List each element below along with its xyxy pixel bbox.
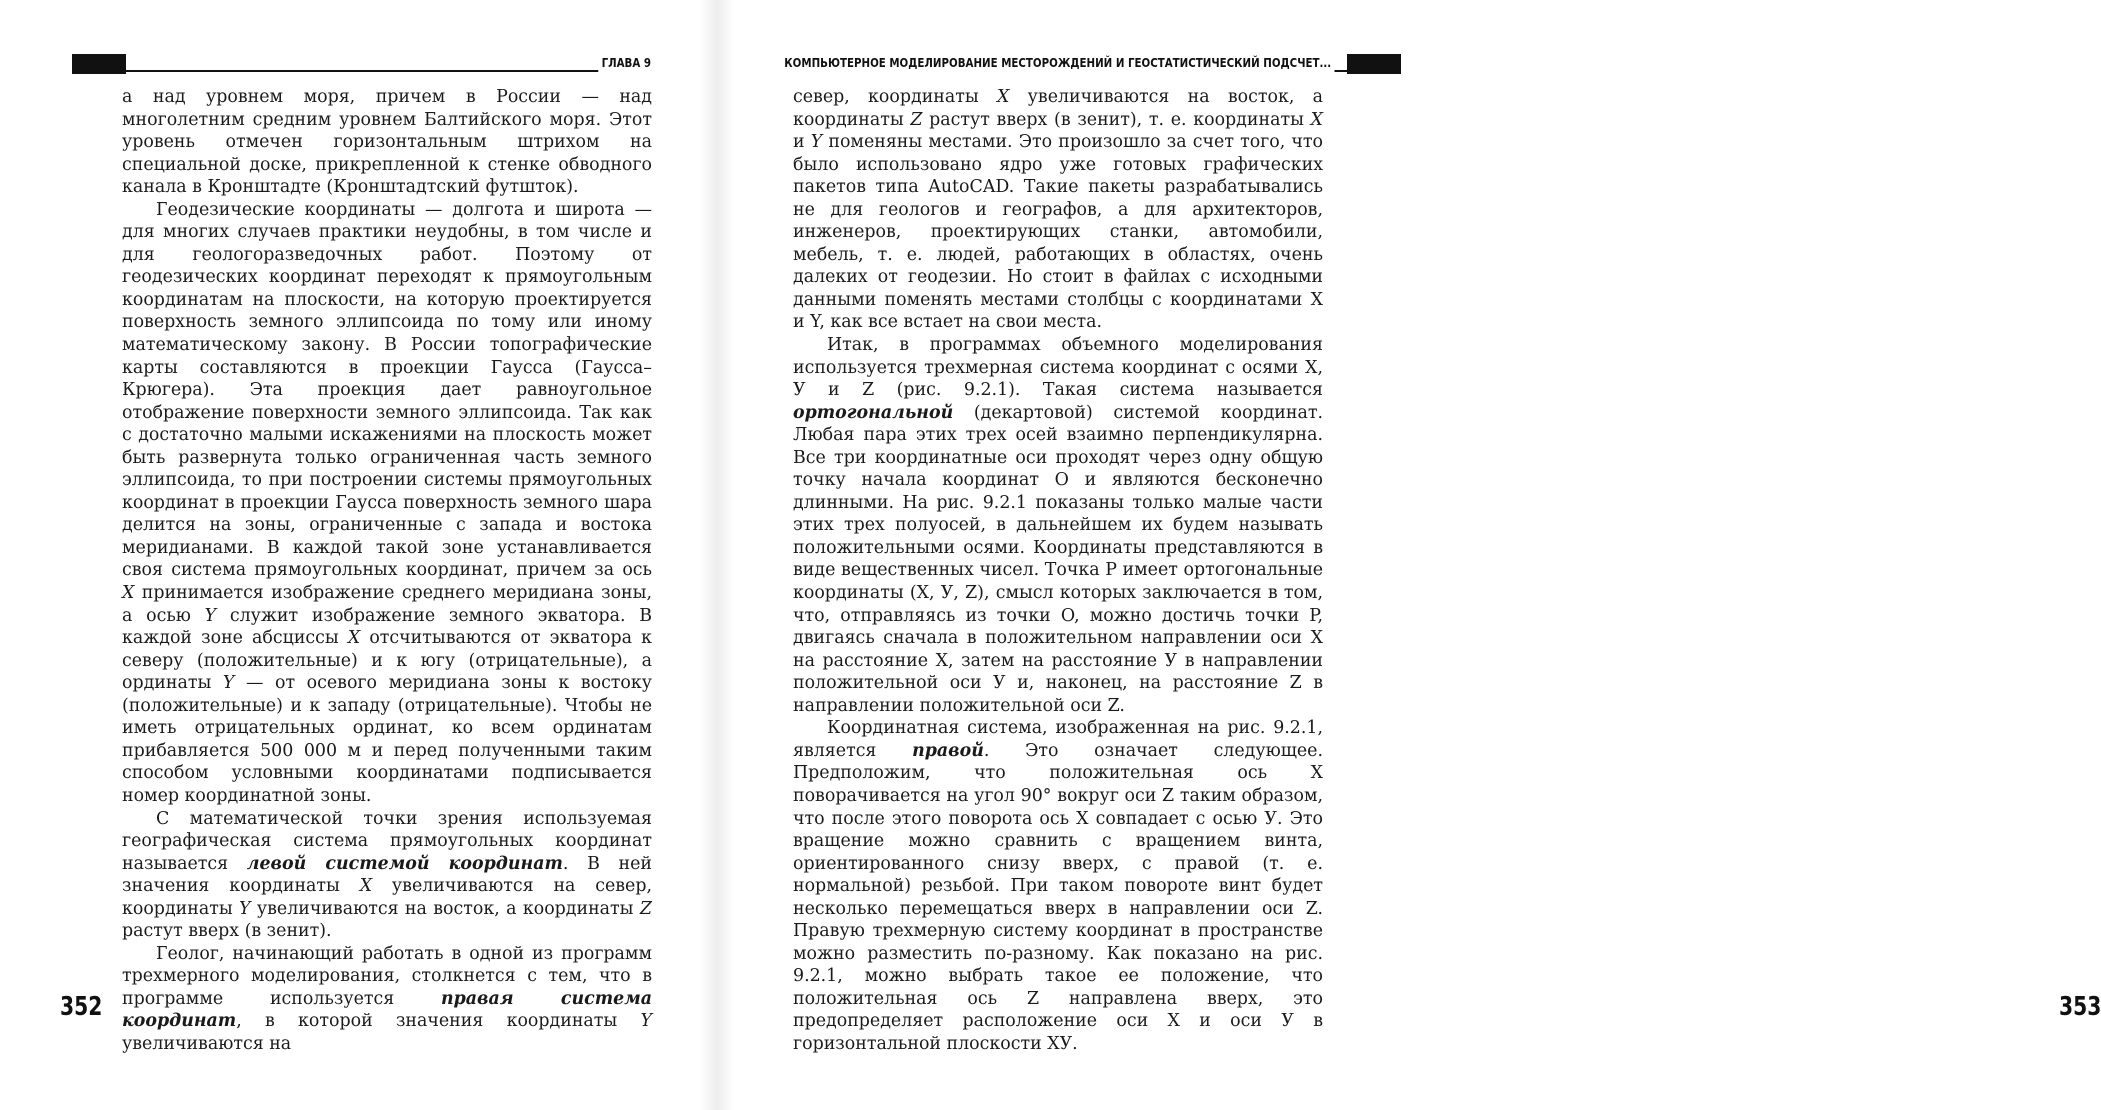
italic-variable: Y	[810, 132, 823, 153]
italic-variable: X	[122, 583, 135, 604]
text-run: увеличиваются на восток, а координаты	[250, 898, 640, 919]
header-black-block	[72, 54, 126, 74]
paragraph	[122, 808, 652, 943]
left-page-number: 352	[60, 992, 103, 1022]
paragraph	[122, 199, 652, 808]
paragraph	[793, 334, 1323, 717]
italic-variable: X	[359, 876, 373, 897]
paragraph	[122, 943, 652, 1056]
paragraph	[122, 86, 652, 199]
right-page-number: 353	[2059, 992, 2101, 1022]
text-run: север, координаты	[793, 87, 997, 107]
left-running-head-title: ГЛАВА 9	[598, 54, 654, 72]
text-run: растут вверх (в зенит), т. е. координаты	[922, 109, 1311, 130]
text-run: — от осевого меридиана зоны к востоку (положительные) и к западу (отрицательные). Чтобы не иметь отрицательных ординат, ко всем ординатам прибавляется 500 000 м и перед полученными таким способом условными координатами подписывается номер координатной зоны.	[122, 673, 652, 806]
text-run: принимается изображение среднего меридиана зоны, а осью	[122, 583, 652, 626]
text-run: Итак, в программах объемного моделирования используется трехмерная система координат с осями X, У и Z (рис. 9.2.1). Такая система называется	[793, 335, 1323, 401]
text-run: (декартовой) системой координат. Любая пара этих трех осей взаимно перпендикулярна. Все три координатные оси проходят через одну общую точку начала координат O и являются бесконечно длинными. На рис. 9.2.1 показаны только малые части этих трех полуосей, в дальнейшем их будем называть положительными осями. Координаты представляются в виде вещественных чисел. Точка P имеет ортогональные координаты (X, У, Z), смысл которых заключается в том, что, отправляясь из точки O, можно достичь точки P, двигаясь сначала в положительном направлении оси X на расстояние X, затем на расстояние У в направлении положительной оси У и, наконец, на расстояние Z в направлении положительной оси Z.	[793, 402, 1323, 716]
emphasized-term: правая система координат	[122, 988, 652, 1032]
italic-variable: X	[1310, 109, 1323, 130]
emphasized-term: правой	[912, 740, 984, 761]
right-page-body	[793, 86, 1323, 1056]
italic-variable: Y	[640, 1011, 652, 1032]
text-run: увеличиваются на север, координаты	[122, 876, 652, 919]
italic-variable: Z	[639, 898, 652, 919]
text-run: , в которой значения координаты	[236, 1011, 641, 1032]
text-run: Геолог, начинающий работать в одной из программ трехмерного моделирования, столкнется с тем, что в программе используется	[122, 943, 652, 1009]
text-run: поменяны местами. Это произошло за счет того, что было использовано ядро уже готовых графических пакетов типа AutoCAD. Такие пакеты разрабатывались не для геологов и географов, а для архитекторов, инженеров, проектирующих станки, автомобили, мебель, т. е. людей, работающих в областях, очень далеких от геодезии. Но стоит в файлах с исходными данными поменять местами столбцы с координатами X и Y, как все встает на свои места.	[793, 132, 1323, 333]
italic-variable: X	[347, 628, 361, 649]
left-page	[0, 0, 717, 1110]
right-running-header	[781, 52, 1401, 74]
italic-variable: Y	[222, 673, 235, 694]
emphasized-term: ортогональной	[793, 402, 954, 423]
text-run: С математической точки зрения используемая географическая система прямоугольных координат называется	[122, 808, 652, 874]
right-running-head-title: КОМПЬЮТЕРНОЕ МОДЕЛИРОВАНИЕ МЕСТОРОЖДЕНИЙ И ГЕОСТАТИСТИЧЕСКИЙ ПОДСЧЕТ...	[781, 54, 1334, 72]
text-run: отсчитываются от экватора к северу (положительные) и к югу (отрицательные), а ординаты	[122, 628, 652, 694]
text-run: а над уровнем моря, причем в России — над многолетним средним уровнем Балтийского моря. Этот уровень отмечен горизонтальным штрихом на специальной доске, прикрепленной к стенке обводного канала в Кронштадте (Кронштадтский футшток).	[122, 87, 652, 198]
paragraph	[793, 86, 1323, 334]
text-run: . Это означает следующее. Предположим, что положительная ось X поворачивается на угол 90° вокруг оси Z таким образом, что после этого поворота ось X совпадает с осью У. Это вращение можно сравнить с вращением винта, ориентированного снизу вверх, с правой (т. е. нормальной) резьбой. При таком повороте винт будет несколько перемещаться вверх в направлении оси Z. Правую трехмерную систему координат в пространстве можно разместить по-разному. Как показано на рис. 9.2.1, можно выбрать такое ее положение, что положительная ось Z направлена вверх, это предопределяет расположение оси X и оси У в горизонтальной плоскости XУ.	[793, 740, 1324, 1054]
italic-variable: Y	[204, 605, 217, 626]
italic-variable: Z	[910, 109, 923, 130]
left-running-header	[72, 52, 654, 74]
text-run: служит изображение земного экватора. В каждой зоне абсциссы	[122, 605, 652, 649]
text-run: и	[793, 132, 811, 153]
header-rule	[126, 70, 654, 72]
text-run: растут вверх (в зенит).	[122, 921, 332, 942]
text-run: Геодезические координаты — долгота и широта — для многих случаев практики неудобны, в том числе и для геологоразведочных работ. Поэтому от геодезических координат переходят к прямоугольным координатам на плоскости, на которую проектируется поверхность земного эллипсоида по тому или иному математическому закону. В России топографические карты составляются в проекции Гаусса (Гаусса–Крюгера). Эта проекция дает равноугольное отображение поверхности земного эллипсоида. Так как с достаточно малыми искажениями на плоскость может быть развернута только ограниченная часть земного эллипсоида, то при построении системы прямоугольных координат в проекции Гаусса поверхность земного шара делится на зоны, ограниченные с запада и востока меридианами. В каждой такой зоне устанавливается своя система прямоугольных координат, причем за ось	[122, 199, 652, 581]
emphasized-term: левой системой координат	[246, 853, 563, 874]
header-black-block	[1347, 54, 1401, 74]
text-run: увеличиваются на восток, а координаты	[793, 87, 1323, 130]
italic-variable: Y	[239, 898, 251, 919]
left-page-body	[122, 86, 652, 1056]
text-run: Координатная система, изображенная на рис. 9.2.1, является	[793, 718, 1323, 761]
italic-variable: X	[997, 87, 1010, 107]
text-run: увеличиваются на	[122, 1033, 292, 1054]
paragraph	[793, 717, 1323, 1055]
text-run: . В ней значения координаты	[122, 853, 652, 897]
